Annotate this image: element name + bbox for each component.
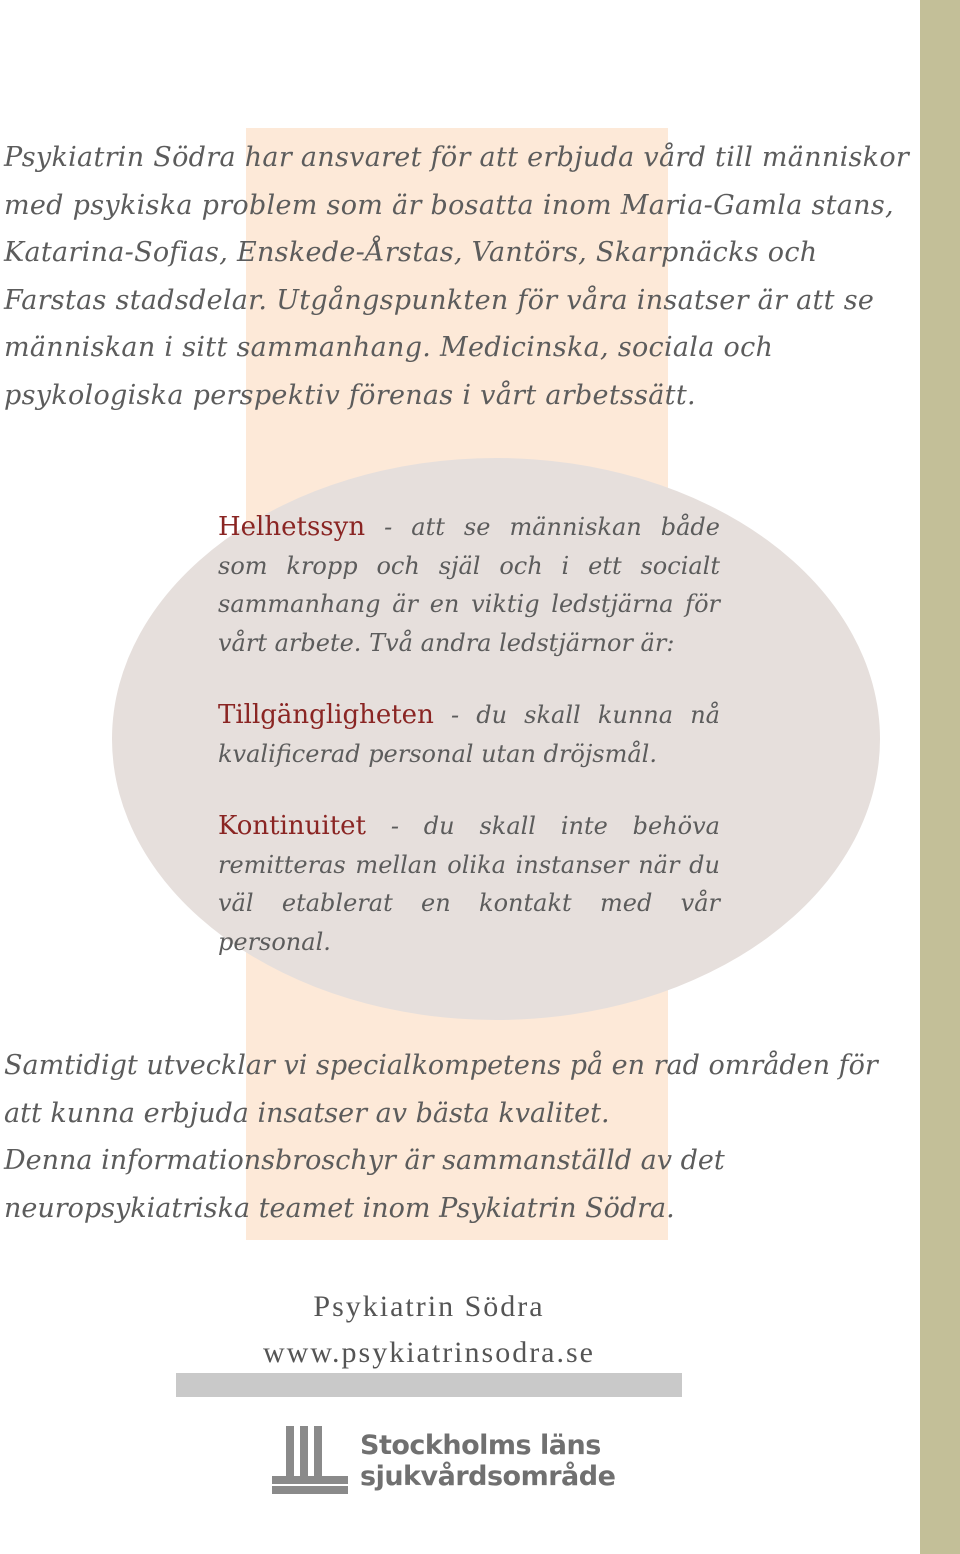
decorative-side-strip: [920, 0, 960, 1554]
organization-website[interactable]: www.psykiatrinsodra.se: [262, 1336, 595, 1369]
closing-section: [4, 1042, 912, 1232]
principle-text: - att se människan både som kropp och själ och i ett socialt sammanhang är en viktig ledstjärna för vårt arbete. Två andra ledstjärnor är:: [218, 513, 720, 657]
sll-logo-text: [360, 1430, 615, 1492]
sll-logo: [272, 1426, 616, 1494]
principle-kontinuitet: [218, 807, 720, 961]
closing-paragraph-1: Samtidigt utvecklar vi specialkompetens på en rad områden för att kunna erbjuda insatser av bästa kvalitet.: [4, 1050, 878, 1129]
principle-helhetssyn: [218, 508, 720, 662]
logo-line-2: sjukvårdsområde: [360, 1461, 616, 1492]
organization-block: [176, 1284, 682, 1376]
principle-text: - du skall kunna nå kvalificerad personal utan dröjsmål.: [218, 701, 720, 768]
principle-keyword: Tillgängligheten: [218, 700, 434, 730]
principle-text: - du skall inte behöva remitteras mellan olika instanser när du väl etablerat en kontakt med vår personal.: [218, 812, 720, 956]
sll-logo-icon: [272, 1426, 348, 1494]
principle-keyword: Helhetssyn: [218, 512, 366, 542]
closing-paragraph-2: Denna informationsbroschyr är sammanställd av det neuropsykiatriska teamet inom Psykiatrin Södra.: [4, 1145, 725, 1224]
principle-keyword: Kontinuitet: [218, 811, 366, 841]
principles-section: [218, 508, 720, 961]
principle-tillganglighet: [218, 696, 720, 773]
organization-name: Psykiatrin Södra: [313, 1290, 545, 1323]
intro-paragraph: Psykiatrin Södra har ansvaret för att erbjuda vård till människor med psykiska problem som är bosatta inom Maria-Gamla stans, Katarina-Sofias, Enskede-Årstas, Vantörs, Skarpnäcks och Farstas stadsdelar. Utgångspunkten för våra insatser är att se människan i sitt sammanhang. Medicinska, sociala och psykologiska perspektiv förenas i vårt arbetssätt.: [4, 142, 910, 411]
logo-line-1: Stockholms läns: [360, 1430, 601, 1461]
decorative-gray-bar: [176, 1373, 682, 1397]
